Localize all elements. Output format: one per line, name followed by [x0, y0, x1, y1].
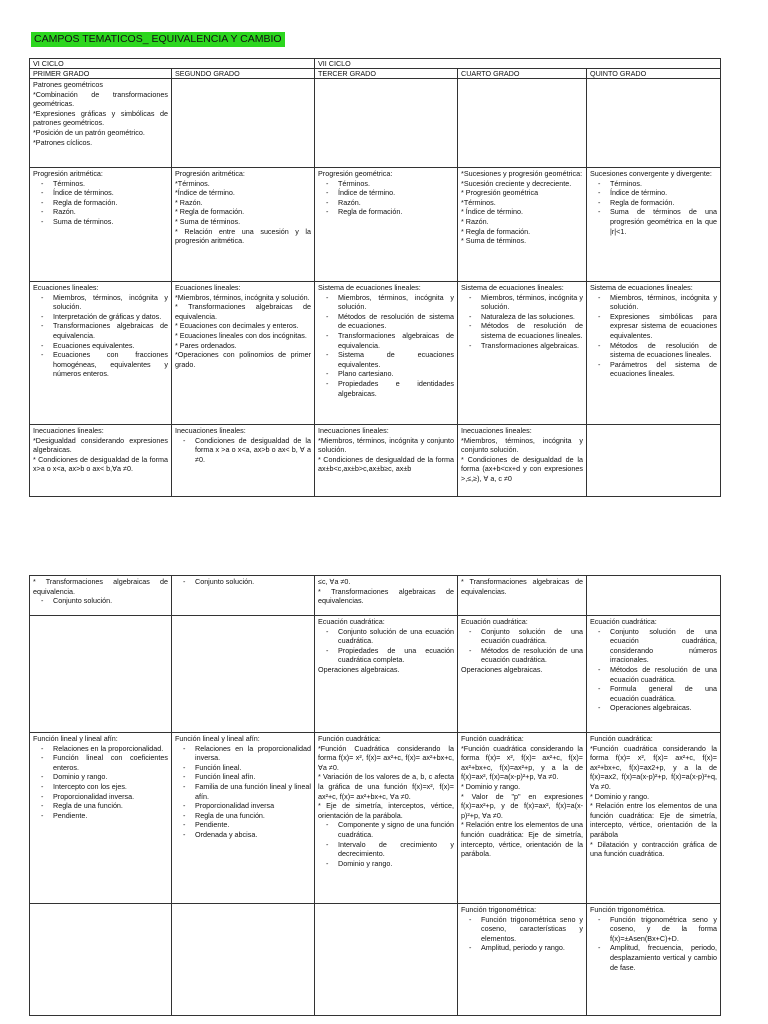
list-item: - Ordenada y abcisa.	[195, 830, 311, 840]
cell-text: * Ecuaciones con decimales y enteros.	[175, 321, 299, 331]
cell-text: * Progresión geométrica	[461, 188, 539, 198]
list-item: - Ecuaciones con fracciones homogéneas, equivalentes y números enteros.	[53, 350, 168, 379]
table2-body	[30, 576, 721, 1016]
cell-text: * Suma de términos.	[175, 216, 241, 226]
bullet-list	[318, 179, 454, 217]
cell-text: Operaciones algebraicas.	[461, 664, 543, 674]
list-item: - Métodos de resolución de sistema de ecuaciones.	[338, 312, 454, 331]
bullet-list	[175, 744, 311, 840]
table-cell	[30, 282, 172, 425]
cell-text: *Posición de un patrón geométrico.	[33, 127, 145, 137]
table-cell	[30, 79, 172, 168]
cell-text: *Términos.	[175, 178, 210, 188]
table-cell	[587, 282, 721, 425]
list-item: - Parámetros del sistema de ecuaciones lineales.	[610, 360, 717, 379]
table-cell	[458, 282, 587, 425]
list-item: - Regla de formación.	[53, 198, 168, 208]
table-cell	[172, 904, 315, 1016]
list-item: - Conjunto solución de una ecuación cuadrática.	[338, 627, 454, 646]
cell-text: * Condiciones de desigualdad de la forma x>a o x<a, ax>b o ax< b,∀a ≠0.	[33, 454, 168, 474]
cell-text: *Miembros, términos, incógnita y conjunto solución.	[461, 435, 584, 455]
list-item: - Componente y signo de una función cuadrática.	[338, 820, 454, 839]
bullet-list	[33, 179, 168, 227]
bullet-list	[33, 744, 168, 821]
cell-text: * Variación de los valores de a, b, c afecta la gráfica de una función f(x)=x², f(x)= ax²+c, f(x)= ax²+bx+c, ∀a ≠0.	[318, 772, 454, 801]
list-item: - Conjunto solución.	[195, 577, 311, 587]
cell-text: ≤c, ∀a ≠0.	[318, 577, 351, 586]
grade-header-row	[30, 69, 721, 79]
grade-header-1: PRIMER GRADO	[30, 69, 172, 79]
bullet-list	[461, 627, 583, 665]
cell-text: Progresión aritmética:	[175, 169, 245, 178]
cell-text: * Razón.	[175, 197, 203, 207]
themes-table-part-2	[29, 575, 721, 1016]
list-item: - Transformaciones algebraicas.	[481, 341, 583, 351]
cell-text: Sucesiones convergente y divergente:	[590, 169, 712, 178]
table1-body	[30, 79, 721, 497]
list-item: - Propiedades e identidades algebraicas.	[338, 379, 454, 398]
table-cell	[30, 425, 172, 497]
cell-text: Patrones geométricos	[33, 80, 103, 89]
table-cell	[30, 733, 172, 904]
list-item: - Proporcionalidad inversa	[195, 801, 311, 811]
list-item: - Ecuaciones equivalentes.	[53, 341, 168, 351]
table-cell	[172, 282, 315, 425]
grade-header-3: TERCER GRADO	[315, 69, 458, 79]
cell-text: *Función Cuadrática considerando la forma f(x)= x², f(x)= ax²+c, f(x)= ax²+bx+c, ∀a ≠0.	[318, 743, 454, 772]
table-cell	[172, 168, 315, 282]
cell-text: * Pares ordenados.	[175, 340, 237, 350]
cell-text: * Regla de formación.	[175, 207, 245, 217]
list-item: - Razón.	[53, 207, 168, 217]
table-cell	[30, 576, 172, 616]
cell-text: *Combinación de transformaciones geométricas.	[33, 89, 168, 109]
table-cell	[172, 79, 315, 168]
list-item: - Naturaleza de las soluciones.	[481, 312, 583, 322]
list-item: - Interpretación de gráficas y datos.	[53, 312, 168, 322]
list-item: - Miembros, términos, incógnita y solución.	[338, 293, 454, 312]
list-item: - Función trigonométrica seno y coseno, y de la forma f(x)=±Asen(Bx+C)+D.	[610, 915, 717, 944]
table-cell	[315, 282, 458, 425]
bullet-list	[175, 436, 311, 465]
list-item: - Amplitud, periodo y rango.	[481, 943, 583, 953]
table-cell	[587, 168, 721, 282]
cell-text: Función lineal y lineal afín:	[33, 734, 118, 743]
table-cell	[587, 904, 721, 1016]
cell-text: Función cuadrática:	[590, 734, 653, 743]
table-cell	[315, 425, 458, 497]
bullet-list	[318, 293, 454, 399]
cell-text: * Dilatación y contracción gráfica de una función cuadrática.	[590, 839, 717, 859]
table-cell	[587, 576, 721, 616]
table-row	[30, 904, 721, 1016]
list-item: - Sistema de ecuaciones equivalentes.	[338, 350, 454, 369]
cell-text: * Condiciones de desigualdad de la forma ax±b<c,ax±b>c,ax±b≥c, ax±b	[318, 454, 455, 474]
table-cell	[458, 733, 587, 904]
cell-text: *Función cuadrática considerando la forma f(x)= x², f(x)= ax²+c, f(x)= ax²+bx+c, f(x)=ax²+p, y a la de f(x)=ax², f(x)=a(x-p)²+p, ∀a ≠0.	[461, 743, 583, 782]
list-item: - Familia de una función lineal y lineal afín.	[195, 782, 311, 801]
cell-text: Progresión geométrica:	[318, 169, 393, 178]
cell-text: Ecuación cuadrática:	[461, 617, 528, 626]
table-row	[30, 282, 721, 425]
cell-text: Inecuaciones lineales:	[318, 426, 389, 435]
bullet-list	[461, 915, 583, 953]
list-item: - Pendiente.	[195, 820, 311, 830]
cycle-vii-header: VII CICLO	[315, 59, 721, 69]
list-item: - Términos.	[338, 179, 454, 189]
list-item: - Métodos de resolución de una ecuación cuadrática.	[481, 646, 583, 665]
cell-text: * Dominio y rango.	[590, 791, 650, 801]
bullet-list	[318, 627, 454, 665]
list-item: - Dominio y rango.	[53, 772, 168, 782]
list-item: - Regla de una función.	[53, 801, 168, 811]
table-cell	[315, 616, 458, 733]
list-item: - Conjunto solución de una ecuación cuadrática.	[481, 627, 583, 646]
list-item: - Índice de término.	[338, 188, 454, 198]
list-item: - Función trigonométrica seno y coseno, características y elementos.	[481, 915, 583, 944]
bullet-list	[590, 293, 717, 379]
table-row	[30, 425, 721, 497]
list-item: - Regla de formación.	[338, 207, 454, 217]
bullet-list	[175, 577, 311, 587]
table-cell	[172, 425, 315, 497]
bullet-list	[33, 293, 168, 379]
themes-table-part-1	[29, 58, 721, 497]
list-item: - Relaciones en la proporcionalidad inversa.	[195, 744, 311, 763]
list-item: - Intervalo de crecimiento y decrecimiento.	[338, 840, 454, 859]
list-item: - Regla de formación.	[610, 198, 717, 208]
cell-text: *Términos.	[461, 197, 496, 207]
list-item: - Transformaciones algebraicas de equivalencia.	[338, 331, 454, 350]
cell-text: * Razón.	[461, 216, 489, 226]
cell-text: * Transformaciones algebraicas de equivalencia.	[175, 302, 312, 321]
cell-text: Operaciones algebraicas.	[318, 664, 400, 674]
list-item: - Condiciones de desigualdad de la forma x >a o x<a, ax>b o ax< b, ∀ a ≠0.	[195, 436, 311, 465]
bullet-list	[590, 179, 717, 237]
cell-text: Inecuaciones lineales:	[33, 426, 104, 435]
cell-text: Inecuaciones lineales:	[461, 426, 532, 435]
table-cell	[458, 616, 587, 733]
cell-text: Función trigonométrica.	[590, 905, 666, 914]
list-item: - Miembros, términos, incógnita y solución.	[53, 293, 168, 312]
table-cell	[458, 904, 587, 1016]
table-row	[30, 576, 721, 616]
cell-text: *Miembros, términos, incógnita y conjunto solución.	[318, 435, 455, 455]
cell-text: *Función cuadrática considerando la forma f(x)= x², f(x)= ax²+c, f(x)= ax²+bx+c, f(x)=ax2+p, y a la de f(x)=ax2, f(x)=a(x-p)²+p, f(x)=a(x-p)²+q, ∀a ≠0.	[590, 743, 717, 791]
list-item: - Suma de términos.	[53, 217, 168, 227]
cell-text: Sistema de ecuaciones lineales:	[590, 283, 693, 292]
cell-text: * Ecuaciones lineales con dos incógnitas.	[175, 330, 307, 340]
cell-text: * Transformaciones algebraicas de equivalencias.	[461, 577, 583, 596]
list-item: - Suma de términos de una progresión geométrica en la que |r|<1.	[610, 207, 717, 236]
cell-text: *Expresiones gráficas y simbólicas de patrones geométricos.	[33, 108, 168, 128]
table-cell	[30, 168, 172, 282]
table-cell	[587, 616, 721, 733]
cell-text: * Eje de simetría, interceptos, vértice, orientación de la parábola.	[318, 801, 454, 820]
list-item: - Razón.	[338, 198, 454, 208]
list-item: - Función lineal afín.	[195, 772, 311, 782]
cell-text: Ecuación cuadrática:	[590, 617, 657, 626]
cell-text: * Valor de "p" en expresiones f(x)=ax²+p, y de f(x)=ax², f(x)=a(x-p)²+p, ∀a ≠0.	[461, 791, 583, 820]
list-item: - Métodos de resolución de sistema de ecuaciones lineales.	[481, 321, 583, 340]
list-item: - Expresiones simbólicas para expresar sistema de ecuaciones equivalentes.	[610, 312, 717, 341]
list-item: - Amplitud, frecuencia, periodo, desplazamiento vertical y cambio de fase.	[610, 943, 717, 972]
bullet-list	[590, 627, 717, 713]
table-cell	[30, 904, 172, 1016]
cell-text: * Suma de términos.	[461, 236, 527, 246]
table-cell	[458, 425, 587, 497]
list-item: - Conjunto solución.	[53, 596, 168, 606]
grade-header-4: CUARTO GRADO	[458, 69, 587, 79]
cell-text: *Sucesión creciente y decreciente.	[461, 178, 572, 188]
cycle-header-row	[30, 59, 721, 69]
bullet-list	[590, 915, 717, 973]
cell-text: Inecuaciones lineales:	[175, 426, 246, 435]
cell-text: * Transformaciones algebraicas de equivalencia.	[33, 577, 168, 596]
cell-text: * Relación entre los elementos de una función cuadrática: Eje de simetría, intercepto, vértice, orientación de la parábola	[590, 801, 717, 839]
table-cell	[315, 733, 458, 904]
list-item: - Miembros, términos, incógnita y solución.	[481, 293, 583, 312]
table-cell	[458, 168, 587, 282]
cell-text: Ecuaciones lineales:	[175, 283, 241, 292]
cell-text: * Transformaciones algebraicas de equivalencias.	[318, 586, 454, 606]
list-item: - Términos.	[53, 179, 168, 189]
cell-text: Sistema de ecuaciones lineales:	[461, 283, 564, 292]
table-row	[30, 168, 721, 282]
table-cell	[458, 576, 587, 616]
list-item: - Propiedades de una ecuación cuadrática completa.	[338, 646, 454, 665]
bullet-list	[318, 820, 454, 868]
cell-text: *Operaciones con polinomios de primer grado.	[175, 350, 312, 369]
cell-text: Función lineal y lineal afín:	[175, 734, 260, 743]
cell-text: * Índice de término.	[461, 207, 523, 217]
table-row	[30, 733, 721, 904]
table-cell	[587, 79, 721, 168]
list-item: - Miembros, términos, incógnita y solución.	[610, 293, 717, 312]
list-item: - Dominio y rango.	[338, 859, 454, 869]
list-item: - Términos.	[610, 179, 717, 189]
cell-text: * Dominio y rango.	[461, 781, 521, 791]
list-item: - Métodos de resolución de una ecuación cuadrática.	[610, 665, 717, 684]
bullet-list	[33, 596, 168, 606]
list-item: - Índice de términos.	[53, 188, 168, 198]
table-row	[30, 79, 721, 168]
table-cell	[587, 425, 721, 497]
list-item: - Relaciones en la proporcionalidad.	[53, 744, 168, 754]
list-item: - Función lineal.	[195, 763, 311, 773]
cell-text: *Desigualdad considerando expresiones algebraicas.	[33, 435, 168, 455]
list-item: - Métodos de resolución de sistema de ecuaciones lineales.	[610, 341, 717, 360]
list-item: - Pendiente.	[53, 811, 168, 821]
cell-text: *Miembros, términos, incógnita y solución.	[175, 292, 310, 302]
cell-text: * Condiciones de desigualdad de la forma (ax+b<cx+d y con expresiones >,≤,≥), ∀ a, c ≠0	[461, 454, 584, 483]
list-item: - Conjunto solución de una ecuación cuadrática, considerando números irracionales.	[610, 627, 717, 665]
grade-header-5: QUINTO GRADO	[587, 69, 721, 79]
cell-text: Progresión aritmética:	[33, 169, 103, 178]
table-cell	[172, 733, 315, 904]
list-item: - Índice de término.	[610, 188, 717, 198]
cell-text: Ecuación cuadrática:	[318, 617, 385, 626]
cell-text: * Relación entre una sucesión y la progresión aritmética.	[175, 226, 312, 246]
list-item: - Plano cartesiano.	[338, 369, 454, 379]
table-cell	[30, 616, 172, 733]
cycle-vi-header: VI CICLO	[30, 59, 315, 69]
table-cell	[172, 576, 315, 616]
list-item: - Función lineal con coeficientes enteros.	[53, 753, 168, 772]
table-cell	[172, 616, 315, 733]
list-item: - Formula general de una ecuación cuadrática.	[610, 684, 717, 703]
cell-text: Ecuaciones lineales:	[33, 283, 99, 292]
cell-text: Función cuadrática:	[318, 734, 381, 743]
cell-text: Función cuadrática:	[461, 734, 524, 743]
table-cell	[587, 733, 721, 904]
list-item: - Proporcionalidad inversa.	[53, 792, 168, 802]
cell-text: * Relación entre los elementos de una función cuadrática: Eje de simetría, intercepto, vértice, orientación de la parábola.	[461, 820, 583, 859]
cell-text: *Sucesiones y progresión geométrica:	[461, 169, 583, 178]
list-item: - Intercepto con los ejes.	[53, 782, 168, 792]
cell-text: *Índice de término.	[175, 188, 235, 198]
table-cell	[458, 79, 587, 168]
cell-text: Función trigonométrica:	[461, 905, 537, 914]
cell-text: *Patrones cíclicos.	[33, 137, 93, 147]
table-cell	[315, 79, 458, 168]
cell-text: * Regla de formación.	[461, 226, 531, 236]
cell-text: Sistema de ecuaciones lineales:	[318, 283, 421, 292]
list-item: - Regla de una función.	[195, 811, 311, 821]
bullet-list	[461, 293, 583, 351]
document-title: CAMPOS TEMATICOS_ EQUIVALENCIA Y CAMBIO	[31, 32, 285, 47]
table-cell	[315, 168, 458, 282]
grade-header-2: SEGUNDO GRADO	[172, 69, 315, 79]
table-cell	[315, 576, 458, 616]
table-row	[30, 616, 721, 733]
list-item: - Operaciones algebraicas.	[610, 703, 717, 713]
table-cell	[315, 904, 458, 1016]
list-item: - Transformaciones algebraicas de equivalencia.	[53, 321, 168, 340]
